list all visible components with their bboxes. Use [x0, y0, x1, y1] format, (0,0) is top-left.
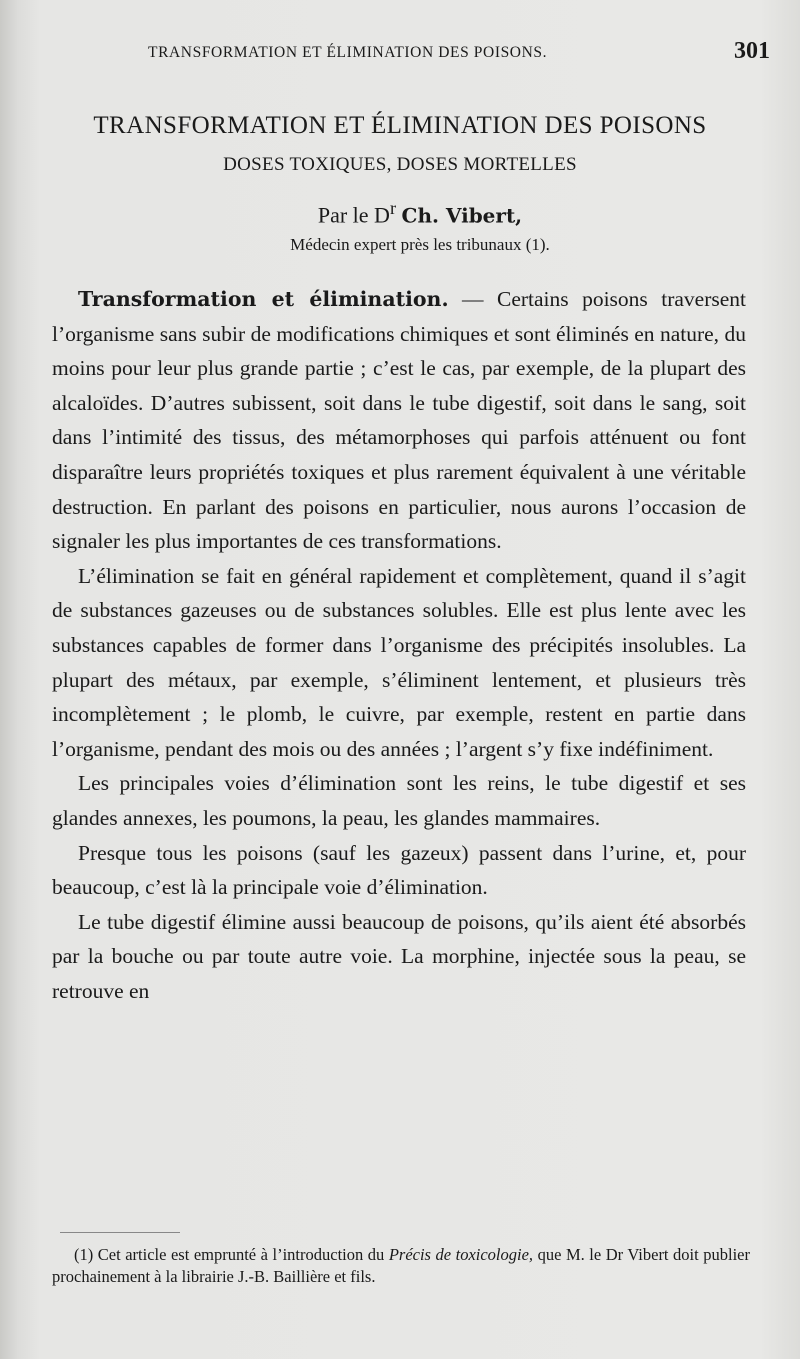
article-subtitle: DOSES TOXIQUES, DOSES MORTELLES: [223, 154, 577, 175]
running-head-title: TRANSFORMATION ET ÉLIMINATION DES POISONS.: [148, 44, 548, 61]
running-head: [148, 38, 770, 64]
paragraph-1: [52, 282, 746, 559]
footnote-text-after: que M. le Dr Vibert doit publier prochainement à la librairie J.-B. Baillière et fils.: [52, 1245, 750, 1286]
byline-prefix: Par le D: [317, 202, 390, 228]
author-name: Ch. Vibert,: [401, 203, 523, 228]
paragraph-1-text: — Certains poisons traversent l’organisme sans subir de modifications chimiques et sont éliminés en nature, du moins pour leur plus grande partie ; c’est le cas, par exemple, de la plupart des alcaloïdes. D’autres subissent, soit dans le tube digestif, soit dans le sang, soit dans l’intimité des tissus, des métamorphoses qui parfois atténuent ou font disparaître leurs propriétés toxiques et plus rarement équivalent à une véritable destruction. En parlant des poisons en particulier, nous aurons l’occasion de signaler les plus importantes de ces transformations.: [52, 287, 747, 554]
article-body: [52, 282, 746, 1008]
footnote-text: [52, 1244, 750, 1288]
paragraph-2: L’élimination se fait en général rapidement et complètement, quand il s’agit de substances gazeuses ou de substances solubles. Elle est plus lente avec les substances capables de former dans l’organisme des précipités insolubles. La plupart des métaux, par exemple, s’éliminent lentement, et plusieurs très incomplètement ; le plomb, le cuivre, par exemple, restent en partie dans l’organisme, pendant des mois ou des années ; l’argent s’y fixe indéfiniment.: [52, 563, 746, 761]
footnote: [52, 1244, 750, 1288]
footnote-book-title: Précis de toxicologie,: [388, 1245, 534, 1264]
footnote-text-before: (1) Cet article est emprunté à l’introduction du: [74, 1245, 389, 1264]
footnote-rule: [60, 1232, 180, 1233]
section-lead: Transformation et élimination.: [78, 287, 449, 311]
paragraph-5: Le tube digestif élimine aussi beaucoup de poisons, qu’ils aient été absorbés par la bouche ou par toute autre voie. La morphine, injectée sous la peau, se retrouve en: [52, 909, 746, 1003]
paragraph-4: Presque tous les poisons (sauf les gazeux) passent dans l’urine, et, pour beaucoup, c’est là la principale voie d’élimination.: [52, 840, 746, 900]
article-title: TRANSFORMATION ET ÉLIMINATION DES POISONS: [93, 112, 707, 139]
byline: [50, 198, 750, 228]
byline-sup: r: [389, 198, 397, 218]
page-number: 301: [734, 38, 770, 64]
paragraph-3: Les principales voies d’élimination sont les reins, le tube digestif et ses glandes annexes, les poumons, la peau, les glandes mammaires.: [52, 771, 746, 830]
author-affiliation: Médecin expert près les tribunaux (1).: [290, 235, 550, 254]
